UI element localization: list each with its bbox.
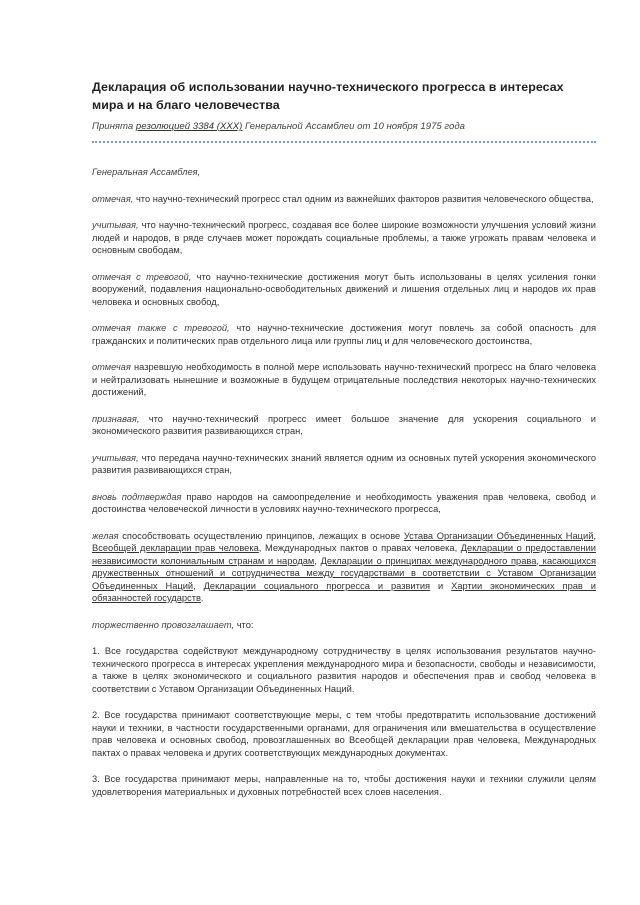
preamble-intro: Генеральная Ассамблея, [92, 167, 201, 177]
social-progress-declaration-link[interactable]: Декларации социального прогресса и развития [203, 580, 431, 591]
article-3: 3. Все государства принимают меры, направленные на то, чтобы достижения науки и техники служили целям удовлетворения материальных и духовных потребностей всех слоев населения. [92, 774, 596, 797]
desiring-paragraph: желая способствовать осуществлению принципов, лежащих в основе Устава Организации Объединенных Наций, Всеобщей декларации прав человека, Международных пактов о правах человека, Декларации о предоставлении независимости колониальным странам и народам, Декларации о принципах международного права, касающихся дружественных отношений и сотрудничества между государствами в соответствии с Уставом Организации Объединенных Наций, Декларации социального прогресса и развития и Хартии экономических прав и обязанностей государств. [92, 530, 597, 603]
preamble-paragraph: учитывая, что научно-технический прогресс, создавая все более широкие возможности улучшения условий жизни людей и народов, в ряде случаев может порождать социальные проблемы, а также угрожать правам человека и основным свободам, [92, 220, 596, 255]
adoption-prefix: Принята [92, 121, 136, 132]
adoption-suffix: Генеральной Ассамблеи от 10 ноября 1975 года [242, 121, 465, 132]
preamble-paragraph: отмечая, что научно-технический прогресс стал одним из важнейших факторов развития человеческого общества, [92, 193, 594, 204]
adoption-note [92, 120, 596, 134]
preamble-paragraph: отмечая также с тревогой, что научно-технические достижения могут повлечь за собой опасность для гражданских и политических прав отдельного лица или группы лиц и для человеческого достоинства, [92, 323, 596, 346]
article-2: 2. Все государства принимают соответствующие меры, с тем чтобы предотвратить использование достижений науки и техники, в частности государственными органами, для ограничения или вмешательства в осуществление прав человека и основных свобод, провозглашенных во Всеобщей декларации прав человека, Международных пактах о правах человека и других соответствующих международных документах. [92, 710, 596, 758]
friendly-relations-declaration-link[interactable]: Декларации о принципах международного права, касающихся дружественных отношений и сотрудничества между государствами в соответствии с Уставом Организации Объединенных Наций [92, 555, 596, 591]
preamble-paragraph: отмечая назревшую необходимость в полной мере использовать научно-технический прогресс на благо человека и нейтрализовать нынешние и возможные в будущем отрицательные последствия некоторых научно-технических достижений, [92, 362, 596, 397]
document-page [92, 78, 596, 812]
document-title: Декларация об использовании научно-технического прогресса в интересах мира и на благо человечества [92, 80, 564, 112]
un-charter-link[interactable]: Устава Организации Объединенных Наций [403, 530, 594, 541]
proclaims-paragraph: торжественно провозглашает, что: [92, 619, 254, 630]
resolution-link[interactable]: резолюцией 3384 (XXX) [135, 121, 243, 132]
separator-line [92, 141, 596, 143]
udhr-link[interactable]: Всеобщей декларации прав человека [92, 543, 259, 553]
document-body [92, 166, 596, 798]
economic-rights-charter-link[interactable]: Хартии экономических прав и обязанностей государств [92, 580, 597, 603]
preamble-paragraph: учитывая, что передача научно-технических знаний является одним из основных путей ускорения экономического развития развивающихся стран, [92, 452, 596, 475]
preamble-paragraph: вновь подтверждая право народов на самоопределение и необходимость уважения прав человека, свобод и достоинства человеческой личности в условиях научно-технического прогресса, [92, 491, 596, 514]
preamble-paragraph: признавая, что научно-технический прогресс имеет большое значение для ускорения социального и экономического развития развивающихся стран, [92, 413, 596, 436]
decolonization-declaration-link[interactable]: Декларации о предоставлении независимости колониальным странам и народам [92, 543, 596, 566]
preamble-paragraph: отмечая с тревогой, что научно-технические достижения могут быть использованы в целях усиления гонки вооружений, подавления национально-освободительных движений и лишения отдельных лиц и народов их прав человека и основных свобод, [92, 271, 596, 307]
article-1: 1. Все государства содействуют международному сотрудничеству в целях использования результатов научно-технического прогресса в интересах укрепления международного мира и безопасности, свободы и независимости, а также в целях экономического и социального развития народов и обеспечения прав и свобод человека в соответствии с Уставом Организации Объединенных Наций. [92, 646, 596, 694]
